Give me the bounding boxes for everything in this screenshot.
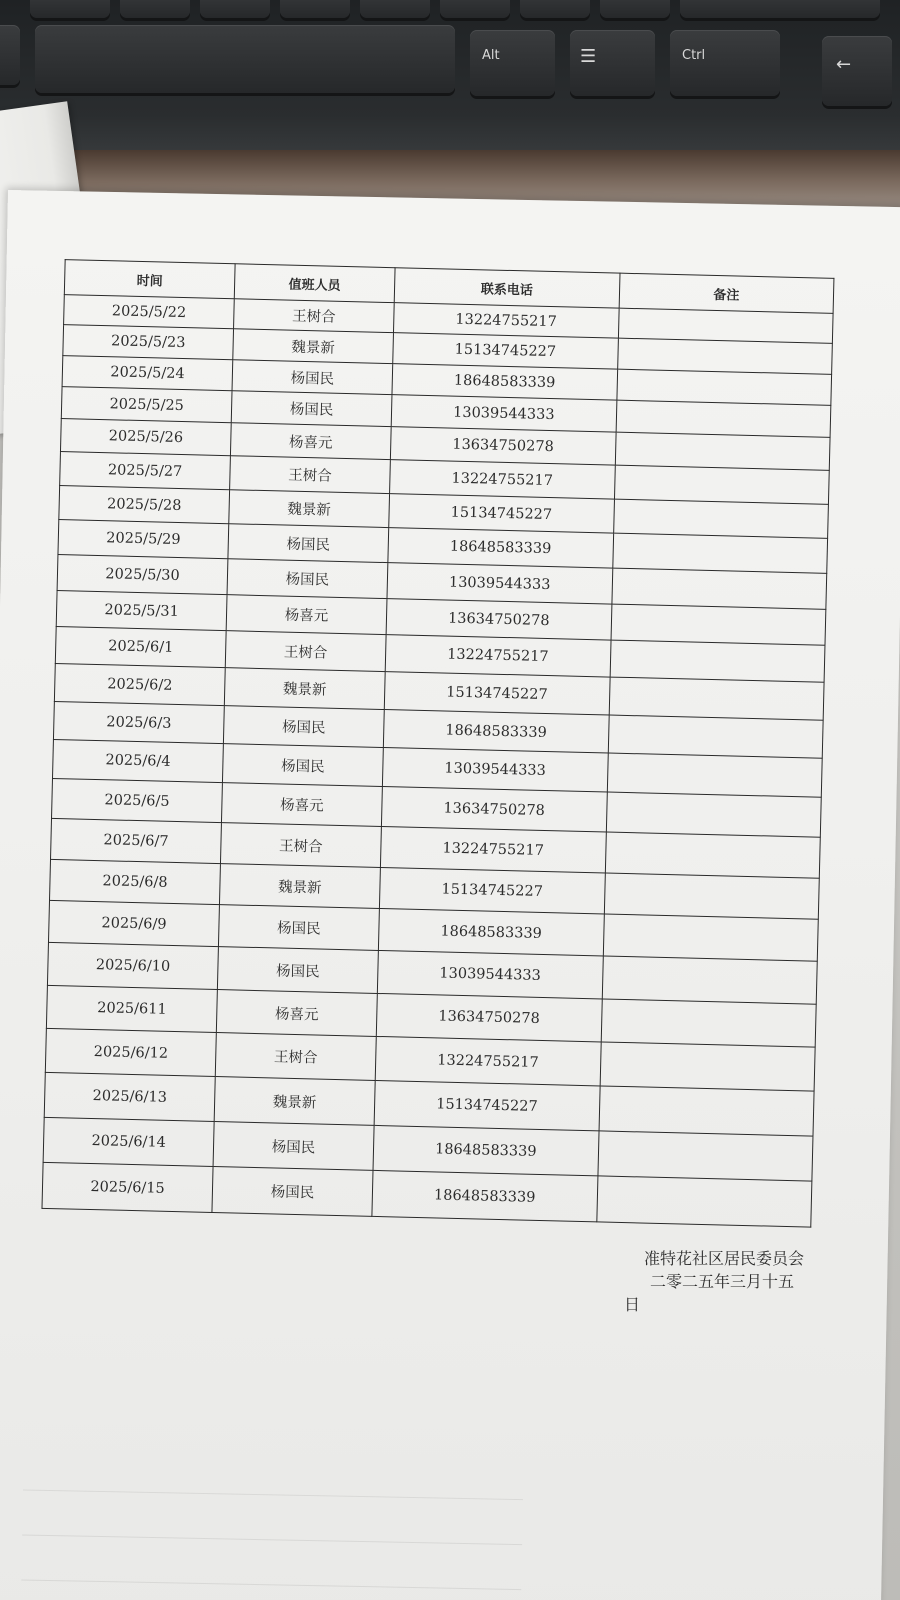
- phone-cell: 13224755217: [375, 1036, 601, 1085]
- name-cell: 杨国民: [223, 744, 384, 787]
- date-cell: 2025/5/28: [59, 486, 230, 524]
- date-cell: 2025/6/10: [47, 942, 218, 989]
- note-cell: [615, 432, 830, 470]
- name-cell: 杨国民: [227, 559, 388, 599]
- name-cell: 杨国民: [212, 1167, 373, 1217]
- name-cell: 杨国民: [231, 391, 391, 427]
- name-cell: 杨喜元: [226, 595, 387, 635]
- date-cell: 2025/5/29: [58, 520, 229, 559]
- note-cell: [601, 999, 816, 1047]
- signature-block: [622, 1247, 842, 1316]
- keyboard-key-top-5: [360, 0, 430, 18]
- bleed-through-ghost: [17, 1446, 523, 1600]
- name-cell: 杨喜元: [216, 990, 377, 1037]
- keyboard-key-top-1: [30, 0, 110, 18]
- space-bar-key: [35, 25, 455, 93]
- phone-cell: 18648583339: [383, 710, 609, 753]
- keyboard-key-top-9: [680, 0, 880, 18]
- date-cell: 2025/6/12: [45, 1028, 216, 1076]
- phone-cell: 18648583339: [378, 908, 604, 955]
- date-cell: 2025/5/24: [62, 356, 233, 391]
- note-cell: [609, 677, 824, 720]
- name-cell: 杨喜元: [222, 783, 383, 827]
- phone-cell: 13224755217: [393, 303, 619, 338]
- header-phone: 联系电话: [394, 268, 620, 308]
- name-cell: 魏景新: [233, 329, 393, 364]
- note-cell: [612, 568, 827, 609]
- ctrl-key: [670, 30, 780, 96]
- phone-cell: 15134745227: [379, 867, 605, 913]
- name-cell: 魏景新: [229, 490, 389, 528]
- note-cell: [606, 792, 821, 837]
- keyboard-key-top-4: [280, 0, 350, 18]
- date-cell: 2025/6/7: [51, 818, 222, 863]
- phone-cell: 18648583339: [372, 1170, 598, 1221]
- phone-cell: 13039544333: [391, 395, 617, 432]
- date-cell: 2025/5/22: [64, 295, 235, 329]
- phone-cell: 13224755217: [380, 827, 606, 873]
- date-cell: 2025/6/2: [54, 663, 225, 705]
- note-cell: [610, 640, 825, 682]
- date-cell: 2025/6/4: [52, 739, 223, 782]
- signature-date: 二零二五年三月十五: [650, 1272, 795, 1291]
- keyboard-key-top-3: [200, 0, 270, 18]
- name-cell: 魏景新: [220, 864, 381, 909]
- phone-cell: 13039544333: [377, 950, 603, 998]
- phone-cell: 18648583339: [392, 364, 618, 400]
- keyboard: [0, 0, 900, 165]
- header-name: 值班人员: [234, 264, 395, 303]
- header-date: 时间: [64, 260, 235, 299]
- keyboard-key-top-2: [120, 0, 190, 18]
- note-cell: [597, 1176, 812, 1227]
- alt-key: [470, 30, 555, 96]
- keyboard-key-top-7: [520, 0, 590, 18]
- keyboard-key-top-6: [440, 0, 510, 18]
- phone-cell: 13634750278: [390, 427, 616, 465]
- header-note: 备注: [619, 273, 834, 313]
- date-cell: 2025/6/1: [55, 627, 226, 668]
- table-body: [42, 295, 833, 1228]
- date-cell: 2025/6/3: [53, 701, 224, 743]
- phone-cell: 15134745227: [389, 494, 615, 533]
- date-cell: 2025/6/13: [44, 1072, 215, 1121]
- phone-cell: 15134745227: [384, 672, 610, 715]
- arrow-left-icon: ←: [836, 54, 852, 75]
- date-cell: 2025/6/8: [50, 859, 221, 904]
- phone-cell: 13634750278: [381, 787, 607, 832]
- phone-cell: 18648583339: [373, 1125, 599, 1175]
- phone-cell: 13224755217: [385, 635, 611, 677]
- name-cell: 魏景新: [214, 1077, 375, 1126]
- date-cell: 2025/5/30: [57, 555, 228, 595]
- keyboard-key-left-edge: [0, 25, 20, 85]
- duty-roster-table: [41, 259, 834, 1228]
- name-cell: 王树合: [215, 1033, 376, 1081]
- ctrl-key-label: Ctrl: [682, 48, 706, 63]
- note-cell: [611, 604, 826, 645]
- name-cell: 杨国民: [218, 947, 379, 994]
- phone-cell: 18648583339: [388, 528, 614, 568]
- note-cell: [603, 914, 818, 961]
- menu-key: [570, 30, 655, 96]
- date-cell: 2025/6/15: [42, 1162, 213, 1212]
- phone-cell: 13634750278: [376, 993, 602, 1041]
- name-cell: 王树合: [234, 299, 394, 333]
- note-cell: [605, 832, 820, 878]
- name-cell: 魏景新: [224, 668, 385, 710]
- date-cell: 2025/5/26: [60, 419, 231, 456]
- phone-cell: 15134745227: [393, 333, 619, 369]
- date-cell: 2025/6/9: [48, 900, 219, 946]
- name-cell: 王树合: [221, 823, 382, 868]
- phone-cell: 13039544333: [387, 563, 613, 604]
- phone-cell: 13039544333: [382, 748, 608, 792]
- note-cell: [598, 1131, 813, 1181]
- name-cell: 杨国民: [213, 1122, 374, 1171]
- date-cell: 2025/5/23: [63, 325, 234, 360]
- note-cell: [604, 873, 819, 919]
- note-cell: [602, 956, 817, 1004]
- name-cell: 杨喜元: [231, 423, 391, 460]
- date-cell: 2025/6/14: [43, 1117, 214, 1166]
- note-cell: [608, 715, 823, 758]
- note-cell: [600, 1042, 815, 1091]
- arrow-left-key: [822, 36, 892, 106]
- duty-roster-paper: [0, 190, 900, 1600]
- date-cell: 2025/5/25: [61, 387, 232, 423]
- note-cell: [614, 465, 829, 504]
- organization-name: 准特花社区居民委员会: [644, 1249, 805, 1268]
- phone-cell: 13634750278: [386, 599, 612, 640]
- note-cell: [616, 400, 831, 437]
- date-cell: 2025/5/31: [56, 591, 227, 631]
- alt-key-label: Alt: [482, 48, 500, 63]
- name-cell: 杨国民: [219, 905, 380, 951]
- name-cell: 杨国民: [232, 360, 392, 395]
- date-cell: 2025/611: [46, 985, 217, 1032]
- name-cell: 杨国民: [228, 524, 389, 563]
- name-cell: 王树合: [225, 631, 386, 672]
- name-cell: 王树合: [230, 456, 390, 494]
- date-cell: 2025/6/5: [52, 778, 223, 822]
- phone-cell: 15134745227: [374, 1080, 600, 1130]
- keyboard-key-top-8: [600, 0, 670, 18]
- menu-icon: ☰: [580, 46, 597, 67]
- signature-date-end: 日: [624, 1295, 641, 1314]
- phone-cell: 13224755217: [389, 460, 615, 499]
- note-cell: [613, 533, 828, 573]
- note-cell: [613, 499, 828, 538]
- note-cell: [607, 753, 822, 797]
- name-cell: 杨国民: [224, 706, 385, 748]
- date-cell: 2025/5/27: [60, 452, 231, 490]
- note-cell: [599, 1086, 814, 1136]
